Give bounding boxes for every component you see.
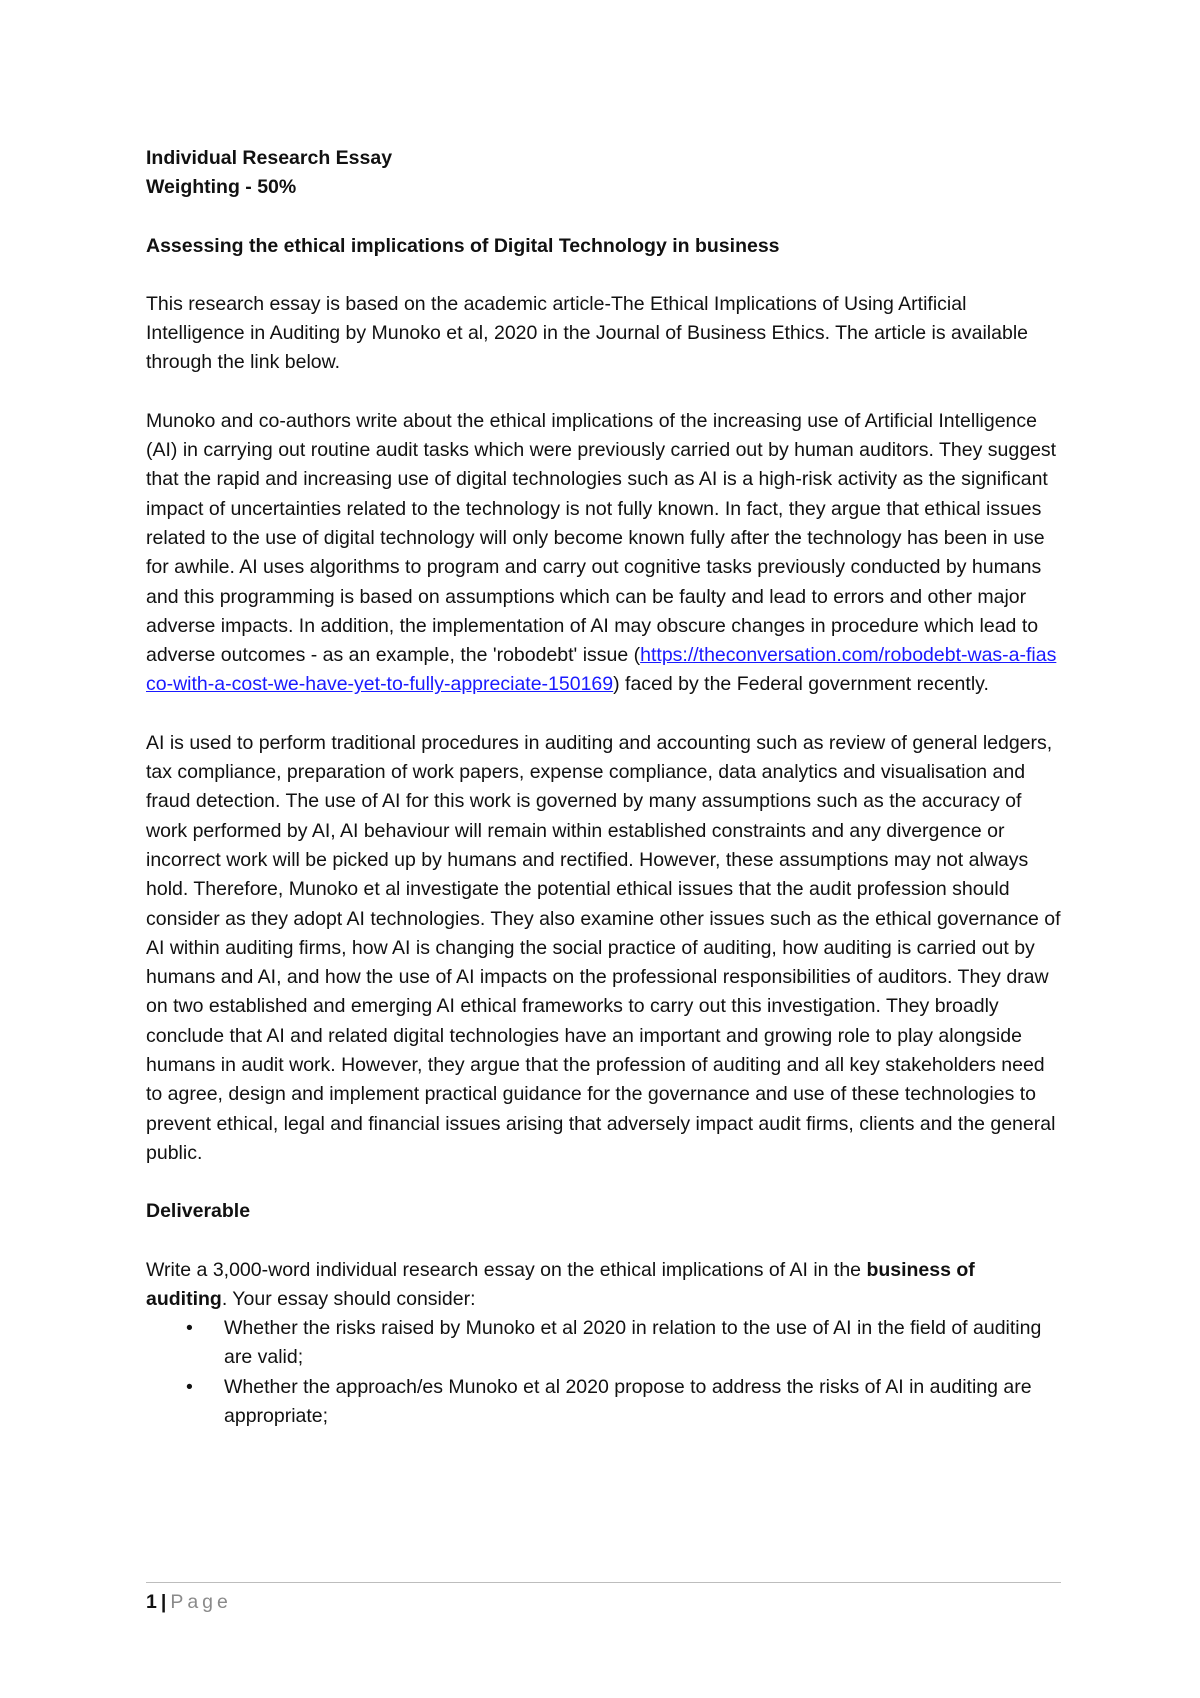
list-item [146,1373,1061,1432]
intro-paragraph: This research essay is based on the academic article-The Ethical Implications of Using Artificial Intelligence in Auditing by Munoko et al, 2020 in the Journal of Business Ethics. The article is available through the link below. [146,292,1028,374]
bullet-icon: • [186,1375,193,1398]
context-text-after-link: ) faced by the Federal government recently. [613,673,989,696]
deliverable-emphasis: business of auditing [146,1258,975,1310]
consideration-list [146,1314,1061,1431]
deliverable-text-start: Write a 3,000-word individual research essay on the ethical implications of AI in the [146,1258,867,1281]
list-item [146,1314,1061,1373]
list-item-text: Whether the approach/es Munoko et al 2020 propose to address the risks of AI in auditing are appropriate; [224,1375,1032,1427]
document-title: Individual Research Essay [146,147,393,169]
essay-subtitle: Assessing the ethical implications of Digital Technology in business [146,234,780,257]
footer-divider [146,1582,1061,1583]
deliverable-text-end: . Your essay should consider: [221,1287,476,1310]
robodebt-article-link[interactable]: https://theconversation.com/robodebt-was-a-fiasco-with-a-cost-we-have-yet-to-fully-appreciate-150169 [146,644,1057,696]
document-body [146,144,1061,1431]
list-item-text: Whether the risks raised by Munoko et al 2020 in relation to the use of AI in the field of auditing are valid; [224,1317,1042,1369]
bullet-icon: • [186,1317,193,1340]
page-separator: | [160,1591,167,1613]
weighting-label: Weighting - 50% [146,176,297,199]
deliverable-heading: Deliverable [146,1200,251,1223]
context-paragraph [146,407,1061,700]
page-number: 1 [146,1591,157,1613]
ai-usage-paragraph: AI is used to perform traditional procedures in auditing and accounting such as review of general ledgers, tax compliance, preparation of work papers, expense compliance, data analytics and visualisation and fraud detection. The use of AI for this work is governed by many assumptions such as the accuracy of work performed by AI, AI behaviour will remain within established constraints and any divergence or incorrect work will be picked up by humans and rectified. However, these assumptions may not always hold. Therefore, Munoko et al investigate the potential ethical issues that the audit profession should consider as they adopt AI technologies. They also examine other issues such as the ethical governance of AI within auditing firms, how AI is changing the social practice of auditing, how auditing is carried out by humans and AI, and how the use of AI impacts on the professional responsibilities of auditors. They draw on two established and emerging AI ethical frameworks to carry out this investigation. They broadly conclude that AI and related digital technologies have an important and growing role to play alongside humans in audit work. However, they argue that the profession of auditing and all key stakeholders need to agree, design and implement practical guidance for the governance and use of these technologies to prevent ethical, legal and financial issues arising that adversely impact audit firms, clients and the general public. [146,731,1061,1164]
context-text-before-link: Munoko and co-authors write about the ethical implications of the increasing use of Artificial Intelligence (AI) in carrying out routine audit tasks which were previously carried out by human auditors. They suggest that the rapid and increasing use of digital technologies such as AI is a high-risk activity as the significant impact of uncertainties related to the technology is not fully known. In fact, they argue that ethical issues related to the use of digital technology will only become known fully after the technology has been in use for awhile. AI uses algorithms to program and carry out cognitive tasks previously conducted by humans and this programming is based on assumptions which can be faulty and lead to errors and other major adverse impacts. In addition, the implementation of AI may obscure changes in procedure which lead to adverse outcomes - as an example, the 'robodebt' issue ( [146,409,1057,667]
deliverable-paragraph [146,1256,1061,1315]
page-footer [146,1588,232,1617]
page-label: Page [170,1591,232,1613]
